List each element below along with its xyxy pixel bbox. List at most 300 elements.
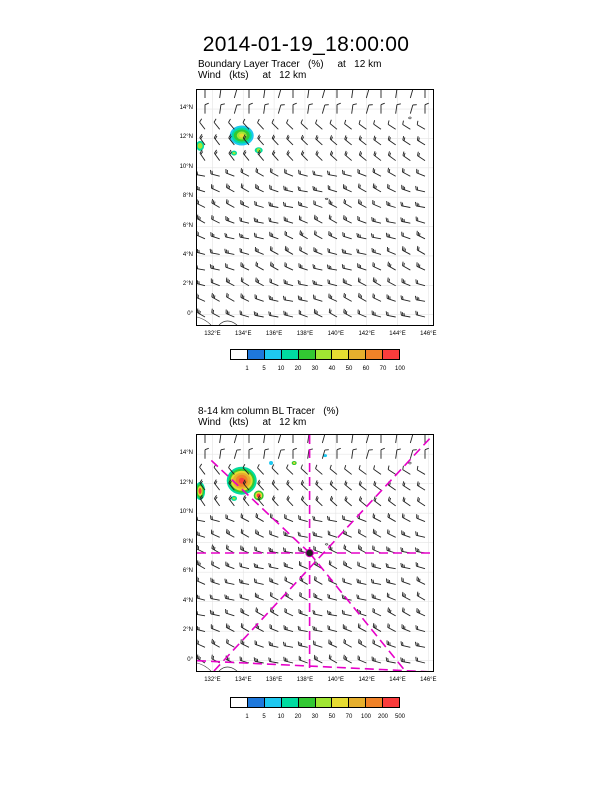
wind-barb	[234, 435, 240, 443]
wind-barb	[299, 656, 307, 663]
wind-barb	[401, 217, 410, 223]
wind-barb	[255, 294, 264, 301]
wind-barb	[272, 496, 278, 506]
wind-barb	[345, 496, 352, 506]
wind-barb	[287, 496, 293, 506]
wind-barb	[220, 449, 225, 459]
colorbar-label: 100	[360, 714, 371, 720]
wind-barb	[396, 449, 401, 459]
wind-barb	[240, 217, 249, 223]
wind-barb	[352, 90, 357, 98]
wind-barb	[388, 120, 396, 129]
wind-barb	[269, 202, 278, 208]
lat-label: 14°N	[179, 450, 193, 457]
wind-barb	[316, 135, 323, 145]
wind-barb	[417, 121, 425, 129]
island-outline	[325, 198, 328, 200]
colorbar-label: 60	[362, 366, 370, 372]
wind-barb	[293, 448, 297, 458]
wind-barb	[293, 103, 297, 113]
wind-barb	[358, 199, 366, 207]
wind-barb	[254, 218, 264, 224]
wind-barb	[264, 104, 269, 114]
wind-barb	[344, 639, 352, 647]
colorbar-box	[332, 698, 349, 707]
wind-barb	[388, 278, 396, 286]
wind-barb	[278, 435, 284, 443]
wind-barb	[287, 135, 293, 145]
wind-barb	[358, 263, 367, 270]
colorbar-label: 200	[377, 714, 388, 720]
wind-barb	[416, 625, 425, 631]
lon-label: 134°E	[235, 677, 252, 683]
wind-barb	[342, 610, 351, 616]
wind-barb	[396, 435, 401, 443]
wind-barb	[314, 215, 322, 223]
wind-barb	[417, 152, 425, 161]
wind-barb	[212, 561, 220, 569]
panel1-map	[196, 89, 434, 326]
wind-barb	[284, 186, 293, 192]
wind-barb	[388, 136, 395, 145]
wind-barb	[417, 592, 425, 600]
wind-barb	[388, 184, 396, 192]
wind-barb	[234, 90, 240, 98]
wind-barb	[197, 171, 205, 177]
wind-barb	[256, 168, 264, 176]
lat-label: 6°N	[182, 568, 193, 575]
colorbar-box	[316, 698, 333, 707]
wind-barb	[402, 624, 410, 631]
wind-barb	[241, 293, 249, 301]
tracer-contour	[233, 152, 236, 154]
colorbar-box	[231, 350, 248, 359]
wind-barb	[284, 625, 293, 631]
wind-barb	[239, 579, 249, 585]
lat-label: 10°N	[179, 163, 193, 170]
wind-barb	[314, 641, 323, 648]
wind-barb	[388, 497, 395, 506]
wind-barb	[301, 151, 307, 161]
wind-barb	[212, 309, 220, 317]
wind-barb	[308, 104, 313, 114]
wind-barb	[241, 513, 249, 521]
wind-barb	[372, 657, 381, 663]
wind-barb	[388, 151, 395, 160]
wind-barb	[255, 201, 264, 208]
wind-barb	[314, 576, 322, 584]
wind-barb	[403, 481, 411, 490]
wind-barb	[225, 579, 234, 585]
tracer-contour	[269, 461, 273, 465]
wind-barb	[210, 610, 219, 616]
wind-barb	[220, 104, 225, 114]
wind-barb	[357, 595, 367, 601]
wind-barb	[255, 640, 264, 647]
wind-barb	[301, 480, 307, 490]
wind-barb	[284, 279, 293, 285]
wind-barb	[359, 496, 366, 505]
wind-barb	[272, 135, 278, 145]
wind-barb	[345, 151, 352, 161]
wind-barb	[220, 435, 225, 443]
wind-barb	[298, 641, 307, 647]
wind-barb	[298, 280, 308, 286]
wind-barb	[226, 609, 235, 616]
lat-label: 0°	[187, 310, 193, 317]
wind-barb	[197, 625, 205, 631]
wind-barb	[352, 435, 357, 443]
wind-barb	[381, 435, 385, 443]
wind-barb	[401, 311, 411, 317]
wind-barb	[269, 217, 278, 223]
wind-barb	[366, 435, 372, 443]
wind-barb	[225, 233, 234, 239]
wind-barb	[416, 186, 425, 192]
wind-barb	[374, 151, 381, 160]
wind-barb	[226, 199, 234, 207]
page-title: 2014-01-19_18:00:00	[202, 33, 410, 56]
wind-barb	[316, 465, 323, 475]
lat-label: 10°N	[179, 509, 193, 516]
wind-barb	[337, 448, 341, 458]
wind-barb	[313, 626, 323, 632]
wind-barb	[200, 495, 205, 506]
wind-barb	[373, 200, 381, 208]
wind-barb	[316, 151, 323, 161]
wind-barb	[322, 435, 328, 443]
wind-barb	[299, 170, 308, 176]
wind-barb	[258, 480, 264, 490]
wind-barb	[372, 563, 381, 569]
wind-barb	[359, 120, 366, 129]
panel1-colorbar	[230, 349, 400, 360]
wind-barb	[387, 201, 396, 207]
wind-barb	[239, 233, 249, 239]
wind-barb	[293, 90, 297, 98]
colorbar-box	[282, 698, 299, 707]
wind-barb	[284, 311, 293, 317]
wind-barb	[402, 246, 410, 254]
wind-barb	[417, 246, 425, 254]
wind-barb	[373, 513, 381, 521]
wind-barb	[401, 547, 411, 553]
wind-barb	[416, 311, 425, 317]
wind-barb	[313, 171, 323, 177]
wind-barb	[386, 233, 395, 239]
wind-barb	[197, 279, 205, 285]
wind-barb	[345, 465, 352, 474]
wind-barb	[402, 168, 410, 176]
wind-barb	[241, 529, 249, 537]
wind-barb	[401, 641, 410, 647]
wind-barb	[396, 90, 401, 98]
wind-barb	[210, 595, 220, 601]
wind-barb	[417, 497, 425, 506]
wind-barb	[402, 577, 411, 584]
wind-barb	[308, 90, 313, 98]
wind-barb	[256, 529, 264, 537]
wind-barb	[200, 119, 205, 130]
wind-barb	[314, 247, 322, 254]
wind-barb	[388, 168, 396, 176]
wind-barb	[227, 293, 235, 301]
wind-barb	[359, 136, 366, 145]
wind-barb	[249, 103, 253, 113]
wind-barb	[205, 448, 209, 458]
wind-barb	[313, 264, 322, 270]
colorbar-label: 1	[245, 366, 249, 372]
wind-barb	[386, 578, 395, 584]
wind-barb	[205, 435, 209, 443]
wind-barb	[381, 448, 385, 458]
wind-barb	[205, 103, 209, 113]
wind-barb	[344, 215, 352, 223]
lat-label: 2°N	[182, 281, 193, 288]
wind-barb	[197, 560, 205, 568]
wind-barb	[358, 184, 366, 192]
wind-barb	[299, 310, 307, 317]
wind-barb	[352, 104, 357, 114]
wind-barb	[301, 496, 307, 506]
colorbar-label: 70	[345, 714, 353, 720]
tracer-contour	[198, 143, 203, 149]
wind-barb	[358, 609, 367, 616]
wind-barb	[269, 547, 278, 553]
wind-barb	[344, 545, 352, 553]
wind-barb	[402, 278, 410, 285]
wind-barb	[197, 531, 205, 538]
lat-label: 2°N	[182, 627, 193, 634]
wind-barb	[342, 264, 351, 270]
wind-barb	[293, 435, 297, 443]
wind-barb	[241, 200, 249, 208]
lon-label: 142°E	[358, 677, 375, 683]
wind-barb	[214, 119, 220, 129]
wind-barb	[243, 495, 249, 505]
wind-barb	[197, 248, 205, 254]
wind-barb	[300, 246, 308, 254]
lon-label: 142°E	[358, 331, 375, 337]
wind-barb	[264, 435, 269, 443]
wind-barb	[240, 311, 249, 317]
panel2-wind-title: Wind (kts) at 12 km	[198, 417, 307, 428]
wind-barb	[285, 169, 293, 176]
wind-barb	[240, 248, 249, 254]
wind-barb	[381, 103, 385, 113]
panel1-wind-barbs	[197, 90, 429, 317]
lon-label: 136°E	[265, 331, 283, 337]
tracer-contour	[233, 497, 236, 499]
lat-label: 0°	[187, 656, 193, 663]
wind-barb	[373, 529, 381, 537]
wind-barb	[358, 656, 366, 663]
wind-barb	[343, 624, 351, 631]
lon-label: 132°E	[204, 331, 221, 337]
wind-barb	[371, 579, 381, 585]
wind-barb	[388, 513, 396, 521]
wind-barb	[344, 309, 352, 317]
wind-barb	[416, 217, 425, 224]
wind-barb	[372, 594, 381, 600]
colorbar-box	[248, 350, 265, 359]
wind-barb	[387, 247, 395, 254]
wind-barb	[381, 90, 385, 98]
wind-barb	[214, 495, 219, 506]
lon-label: 146°E	[420, 331, 437, 337]
wind-barb	[374, 120, 381, 129]
colorbar-box	[248, 698, 265, 707]
wind-barb	[402, 232, 411, 239]
wind-barb	[359, 465, 366, 474]
wind-barb	[197, 516, 205, 522]
coast-outline	[219, 667, 237, 671]
wind-barb	[387, 640, 396, 647]
panel2-wind-barbs	[197, 435, 429, 663]
lat-label: 8°N	[182, 193, 193, 200]
wind-barb	[210, 264, 219, 270]
wind-barb	[344, 561, 352, 569]
wind-barb	[258, 135, 264, 145]
wind-barb	[388, 529, 396, 537]
wind-barb	[255, 546, 264, 553]
colorbar-box	[316, 350, 333, 359]
lon-label: 144°E	[389, 331, 406, 337]
wind-barb	[272, 480, 278, 490]
wind-barb	[278, 90, 284, 98]
wind-barb	[388, 623, 396, 631]
colorbar-box	[366, 698, 383, 707]
wind-barb	[226, 562, 234, 569]
wind-barb	[197, 309, 205, 317]
wind-barb	[403, 497, 410, 506]
colorbar-label: 30	[311, 714, 319, 720]
wind-barb	[197, 215, 205, 223]
wind-barb	[197, 640, 205, 648]
wind-barb	[241, 168, 249, 176]
colorbar-box	[349, 350, 366, 359]
wind-barb	[313, 280, 323, 286]
wind-barb	[197, 577, 205, 585]
wind-barb	[358, 529, 366, 537]
wind-barb	[197, 185, 205, 192]
wind-barb	[285, 262, 293, 270]
wind-barb	[343, 278, 351, 285]
wind-barb	[241, 608, 249, 616]
wind-barb	[358, 545, 366, 553]
wind-barb	[373, 293, 381, 301]
wind-barb	[386, 311, 396, 317]
wind-barb	[401, 202, 411, 208]
lon-label: 134°E	[235, 331, 252, 337]
colorbar-box	[231, 698, 248, 707]
wind-barb	[343, 184, 351, 192]
wind-barb	[374, 481, 381, 490]
cross-section-center	[306, 549, 314, 557]
wind-barb	[373, 545, 381, 553]
wind-barb	[344, 293, 352, 301]
wind-barb	[240, 594, 249, 600]
wind-barb	[415, 296, 425, 301]
wind-barb	[212, 545, 220, 553]
wind-barb	[402, 607, 410, 615]
colorbar-box	[383, 350, 399, 359]
coast-outline	[197, 317, 211, 325]
wind-barb	[343, 530, 351, 538]
wind-barb	[373, 262, 381, 270]
wind-barb	[249, 90, 253, 98]
wind-barb	[287, 465, 293, 475]
wind-barb	[373, 183, 381, 191]
wind-barb	[264, 449, 269, 459]
wind-barb	[322, 90, 328, 98]
wind-barb	[197, 231, 205, 239]
panel2-field-title: 8-14 km column BL Tracer (%)	[198, 406, 339, 417]
wind-barb	[299, 561, 307, 569]
wind-barb	[249, 435, 253, 443]
wind-barb	[212, 215, 220, 223]
wind-barb	[415, 642, 425, 647]
wind-barb	[254, 657, 264, 663]
lat-label: 8°N	[182, 538, 193, 545]
wind-barb	[264, 90, 269, 98]
wind-barb	[299, 216, 307, 224]
lat-label: 6°N	[182, 222, 193, 229]
island-outline	[408, 117, 411, 119]
wind-barb	[387, 547, 396, 553]
colorbar-box	[265, 350, 282, 359]
wind-barb	[374, 497, 381, 506]
wind-barb	[226, 529, 234, 537]
colorbar-label: 500	[394, 714, 405, 720]
wind-barb	[337, 435, 341, 443]
wind-barb	[241, 183, 249, 191]
wind-barb	[283, 547, 293, 553]
wind-barb	[387, 593, 395, 600]
panel2-map-canvas	[197, 435, 433, 671]
lon-label: 132°E	[204, 677, 221, 683]
wind-barb	[212, 293, 220, 301]
colorbar-box	[282, 350, 299, 359]
wind-barb	[301, 465, 308, 475]
wind-barb	[284, 657, 293, 663]
wind-barb	[225, 595, 235, 601]
wind-barb	[300, 592, 308, 600]
wind-barb	[226, 309, 234, 317]
wind-barb	[269, 641, 278, 647]
wind-barb	[301, 120, 308, 130]
wind-barb	[258, 119, 264, 129]
wind-barb	[316, 496, 323, 506]
wind-barb	[210, 249, 220, 255]
lon-label: 138°E	[296, 677, 314, 683]
wind-barb	[417, 466, 425, 474]
colorbar-box	[265, 698, 282, 707]
colorbar-label: 10	[277, 714, 285, 720]
panel2-map	[196, 434, 434, 672]
wind-barb	[416, 531, 425, 537]
colorbar-box	[366, 350, 383, 359]
wind-barb	[226, 514, 234, 521]
wind-barb	[373, 623, 381, 631]
wind-barb	[287, 119, 293, 129]
wind-barb	[197, 265, 205, 270]
wind-barb	[283, 642, 293, 647]
wind-barb	[226, 263, 235, 270]
wind-barb	[269, 295, 278, 301]
wind-barb	[285, 514, 293, 521]
wind-barb	[316, 120, 323, 130]
